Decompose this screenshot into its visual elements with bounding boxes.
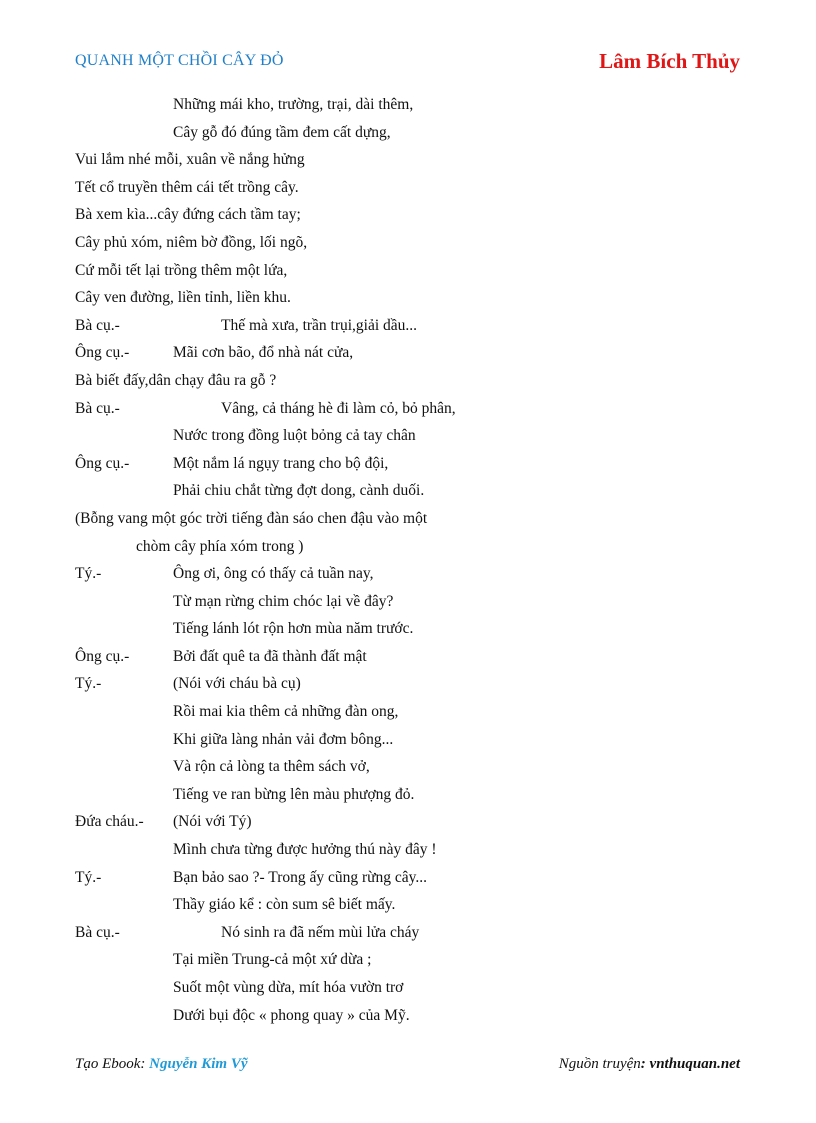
line-text: Từ mạn rừng chim chóc lại về đây? — [173, 592, 394, 610]
poem-line — [0, 836, 816, 864]
line-text: Cây gỗ đó đúng tầm đem cất dựng, — [173, 123, 391, 141]
line-text: (Nói với cháu bà cụ) — [173, 675, 301, 693]
poem-line — [0, 808, 816, 836]
poem-line — [0, 422, 816, 450]
ebook-label: Tạo Ebook — [75, 1056, 141, 1072]
speaker-label: Bà cụ.- — [75, 399, 120, 417]
poem-line — [0, 119, 816, 147]
poem-line — [0, 174, 816, 202]
line-text: Bạn bảo sao ?- Trong ấy cũng rừng cây... — [173, 868, 428, 886]
line-text: Dưới bụi độc « phong quay » của Mỹ. — [173, 1006, 410, 1024]
line-text: Ông ơi, ông có thấy cả tuần nay, — [173, 565, 374, 583]
poem-line — [0, 284, 816, 312]
speaker-label: Tý.- — [75, 675, 102, 693]
speaker-label: Ông cụ.- — [75, 454, 130, 472]
line-text: Vui lắm nhé mỗi, xuân về nắng hửng — [75, 151, 305, 169]
poem-line — [0, 781, 816, 809]
line-text: Nước trong đồng luột bỏng cả tay chân — [173, 427, 416, 445]
poem-line — [0, 257, 816, 285]
source-site: vnthuquan.net — [649, 1056, 740, 1072]
poem-line — [0, 312, 816, 340]
line-text: Vâng, cả tháng hè đi làm cỏ, bỏ phân, — [221, 399, 456, 417]
poem-line — [0, 864, 816, 892]
line-text: Cứ mỗi tết lại trồng thêm một lứa, — [75, 261, 288, 279]
poem-line — [0, 91, 816, 119]
poem-line — [0, 946, 816, 974]
poem-line — [0, 477, 816, 505]
line-text: Nó sinh ra đã nếm mùi lửa cháy — [221, 923, 420, 941]
poem-line — [0, 533, 816, 561]
line-text: Bởi đất quê ta đã thành đất mật — [173, 647, 367, 665]
source-credit — [559, 1056, 740, 1073]
poem-line — [0, 698, 816, 726]
line-text: Rồi mai kia thêm cả những đàn ong, — [173, 703, 399, 721]
line-text: Tết cổ truyền thêm cái tết trồng cây. — [75, 178, 299, 196]
line-text: Thầy giáo kể : còn sum sê biết mấy. — [173, 896, 396, 914]
line-text: Phải chiu chắt từng đợt dong, cành duối. — [173, 482, 425, 500]
line-text: Bà xem kìa...cây đứng cách tầm tay; — [75, 206, 301, 224]
line-text: Suốt một vùng dừa, mít hóa vườn trơ — [173, 979, 404, 996]
poem-line — [0, 229, 816, 257]
poem-line — [0, 339, 816, 367]
poem-line — [0, 146, 816, 174]
speaker-label: Bà cụ.- — [75, 923, 120, 941]
poem-line — [0, 450, 816, 478]
speaker-label: Đứa cháu.- — [75, 813, 144, 831]
line-text: Và rộn cả lòng ta thêm sách vở, — [173, 758, 370, 776]
line-text: Tiếng lánh lót rộn hơn mùa năm trước. — [173, 620, 414, 638]
poem-line — [0, 615, 816, 643]
ebook-creator-name: Nguyễn Kim Vỹ — [149, 1056, 248, 1072]
poem-line — [0, 643, 816, 671]
line-text: Cây phủ xóm, niêm bờ đồng, lối ngõ, — [75, 233, 308, 251]
line-text: Khi giữa làng nhản vải đơm bông... — [173, 730, 394, 748]
book-title: QUANH MỘT CHỒI CÂY ĐỎ — [75, 52, 284, 69]
ebook-separator: : — [140, 1056, 150, 1072]
poem-body — [0, 91, 816, 1029]
source-label: Nguồn truyện — [558, 1056, 641, 1072]
line-text: Mình chưa từng được hưởng thú này đây ! — [173, 841, 437, 859]
poem-line — [0, 974, 816, 1002]
speaker-label: Tý.- — [75, 565, 102, 583]
speaker-label: Ông cụ.- — [75, 647, 130, 665]
line-text: chòm cây phía xóm trong ) — [136, 537, 304, 555]
speaker-label: Bà cụ.- — [75, 316, 120, 334]
line-text: (Nói với Tý) — [173, 813, 252, 831]
line-text: Tiếng ve ran bừng lên màu phượng đỏ. — [173, 785, 415, 803]
poem-line — [0, 670, 816, 698]
poem-line — [0, 919, 816, 947]
poem-line — [0, 588, 816, 616]
line-text: (Bỗng vang một góc trời tiếng đàn sáo chen đậu vào một — [75, 509, 428, 527]
line-text: Một nắm lá ngụy trang cho bộ đội, — [173, 454, 389, 472]
poem-line — [0, 1002, 816, 1030]
line-text: Cây ven đường, liền tỉnh, liền khu. — [75, 289, 291, 307]
author-name: Lâm Bích Thủy — [599, 49, 740, 73]
poem-line — [0, 505, 816, 533]
poem-line — [0, 891, 816, 919]
speaker-label: Tý.- — [75, 868, 102, 886]
line-text: Thế mà xưa, trần trụi,giải dầu... — [221, 316, 418, 334]
line-text: Bà biết đấy,dân chạy đâu ra gỗ ? — [75, 371, 277, 389]
line-text: Mãi cơn bão, đổ nhà nát cửa, — [173, 344, 354, 362]
poem-line — [0, 753, 816, 781]
poem-line — [0, 201, 816, 229]
poem-line — [0, 726, 816, 754]
line-text: Những mái kho, trường, trại, dài thêm, — [173, 96, 414, 113]
source-separator: : — [640, 1056, 650, 1072]
poem-line — [0, 367, 816, 395]
poem-line — [0, 560, 816, 588]
ebook-credit — [75, 1056, 248, 1073]
line-text: Tại miền Trung-cả một xứ dừa ; — [173, 951, 372, 969]
poem-line — [0, 395, 816, 423]
speaker-label: Ông cụ.- — [75, 344, 130, 362]
